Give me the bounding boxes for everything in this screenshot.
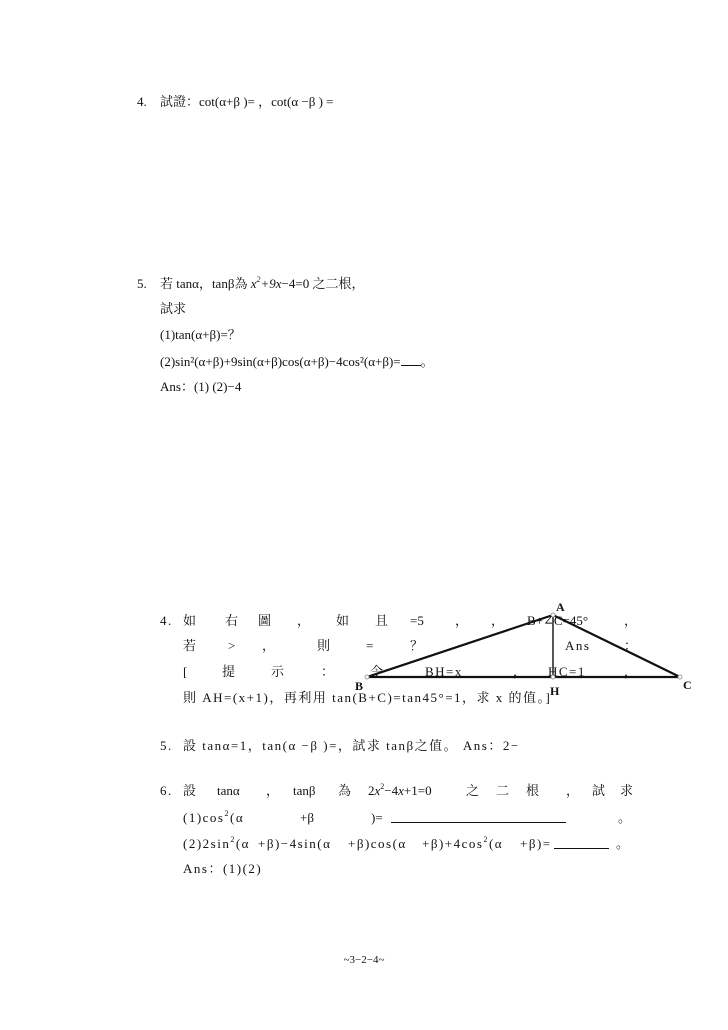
lower4-row4: 則 AH=(x+1)，再利用 tan(B+C)=tan45°=1，求 x 的值。] bbox=[183, 690, 552, 705]
lower6-part2-e: +β)= bbox=[520, 836, 552, 851]
lower6-row1-w1: tanα bbox=[217, 783, 240, 798]
lower4-row1-w10: ， bbox=[624, 613, 638, 628]
lower6-row1-w6: 之 bbox=[466, 783, 480, 798]
lower6-part2-end: 。 bbox=[616, 836, 630, 851]
lower6-part1-blank bbox=[391, 810, 566, 823]
q5-equation: $x^2+9x$ bbox=[250, 275, 282, 291]
vertex-b-dot bbox=[365, 675, 369, 679]
lower4-row3-w3: ： bbox=[321, 664, 335, 679]
lower4-row3-w0: [ bbox=[183, 664, 188, 679]
label-b: B bbox=[355, 679, 364, 693]
lower4-row1-w4: 如 bbox=[336, 613, 350, 628]
lower4-row3-w5: BH=x bbox=[425, 664, 463, 679]
lower4-row3-w7: HC=1 bbox=[548, 664, 586, 679]
label-a: A bbox=[556, 600, 565, 614]
q5-part2-text: (2)sin²(α+β)+9sin(α+β)cos(α+β)−4cos²(α+β)= bbox=[160, 354, 401, 369]
lower6-part1-b: +β bbox=[300, 810, 314, 825]
q4-top-text: 試證：cot(α+β )= ，cot(α −β ) = bbox=[160, 94, 334, 109]
lower4-row1-w9: B+∠C=45° bbox=[527, 613, 589, 628]
lower6-row1-w7: 二 bbox=[496, 783, 510, 798]
q5-part2-end: 。 bbox=[420, 354, 434, 369]
lower4-row2-w4: = bbox=[366, 638, 374, 653]
label-c: C bbox=[683, 678, 692, 692]
lower6-answer: Ans：(1)(2) bbox=[183, 861, 263, 876]
lower6-row1-w11: 求 bbox=[620, 783, 634, 798]
lower6-row1-w4: 為 bbox=[338, 783, 352, 798]
lower4-row2-w7: ： bbox=[624, 638, 638, 653]
vertex-c-dot bbox=[678, 675, 682, 679]
lower4-row1-w0: 如 bbox=[183, 613, 197, 628]
lower4-row2-w2: ， bbox=[262, 638, 276, 653]
lower4-row2-w3: 則 bbox=[317, 638, 331, 653]
lower6-part1-a: $(1)\cos^2(\alpha$ bbox=[183, 809, 245, 825]
lower4-row3-w1: 提 bbox=[222, 664, 236, 679]
lower4-row2-w1: > bbox=[228, 638, 236, 653]
q5-number: 5. bbox=[137, 276, 147, 291]
lower6-row1-w9: ， bbox=[566, 783, 580, 798]
lower6-row1-w5: $2x^2-4x+1=0$ bbox=[368, 782, 432, 798]
lower6-part2-b: +β)−4sin(α bbox=[258, 836, 332, 851]
lower6-row1-w0: 設 bbox=[183, 783, 197, 798]
lower4-row1-w5: 且 bbox=[375, 613, 389, 628]
lower4-row2-w0: 若 bbox=[183, 638, 197, 653]
q5-line1-suffix: 之二根， bbox=[309, 276, 365, 291]
lower4-row1-w8: ， bbox=[491, 613, 505, 628]
lower5-text: 設 tanα=1，tan(α −β )=，試求 tanβ之值。 Ans：2− bbox=[183, 738, 520, 753]
lower4-row3-w6: ， bbox=[513, 664, 527, 679]
page-number: ~3−2−4~ bbox=[343, 954, 385, 966]
lower6-part2-d: $+\beta)+4\cos^2(\alpha$ bbox=[422, 835, 504, 851]
lower6-part1-c: )= bbox=[371, 810, 383, 825]
lower6-part1-blank-wrap bbox=[391, 810, 566, 827]
lower6-row1-w2: ， bbox=[266, 783, 280, 798]
lower6-row1-w3: tanβ bbox=[293, 783, 316, 798]
q5-equation-tail: −4=0 bbox=[281, 276, 310, 291]
lower6-part2-c: +β)cos(α bbox=[348, 836, 407, 851]
lower6-part1-end: 。 bbox=[618, 810, 632, 825]
q5-answer: Ans：(1) (2)−4 bbox=[160, 379, 242, 394]
q5-line1-prefix: 若 tanα，tanβ為 bbox=[160, 276, 251, 291]
lower4-number: 4. bbox=[160, 613, 173, 628]
lower4-row2-w6: Ans bbox=[565, 638, 591, 653]
lower6-row1-w10: 試 bbox=[592, 783, 606, 798]
lower6-number: 6. bbox=[160, 783, 173, 798]
lower4-row2-w5: ？ bbox=[410, 638, 424, 653]
lower4-row3-w8: ， bbox=[624, 664, 638, 679]
lower4-row3-w4: 令 bbox=[370, 664, 384, 679]
q5-part1: (1)tan(α+β)=？ bbox=[160, 327, 241, 342]
lower5-number: 5. bbox=[160, 738, 173, 753]
label-h: H bbox=[550, 684, 560, 698]
lower6-part2-blank-wrap bbox=[554, 836, 609, 853]
lower4-row3-w2: 示 bbox=[271, 664, 285, 679]
lower4-row1-w2: 圖 bbox=[258, 613, 272, 628]
lower6-part2-a: $(2)2\sin^2(\alpha$ bbox=[183, 835, 250, 851]
q4-top-number: 4. bbox=[137, 94, 147, 109]
lower6-part2-blank bbox=[554, 836, 609, 849]
lower4-row1-w6: =5 bbox=[410, 613, 424, 628]
q5-line2: 試求 bbox=[160, 301, 187, 316]
lower4-row1-w1: 右 bbox=[225, 613, 239, 628]
lower6-row1-w8: 根 bbox=[526, 783, 540, 798]
lower4-row1-w3: ， bbox=[297, 613, 311, 628]
lower4-row1-w7: ， bbox=[455, 613, 469, 628]
